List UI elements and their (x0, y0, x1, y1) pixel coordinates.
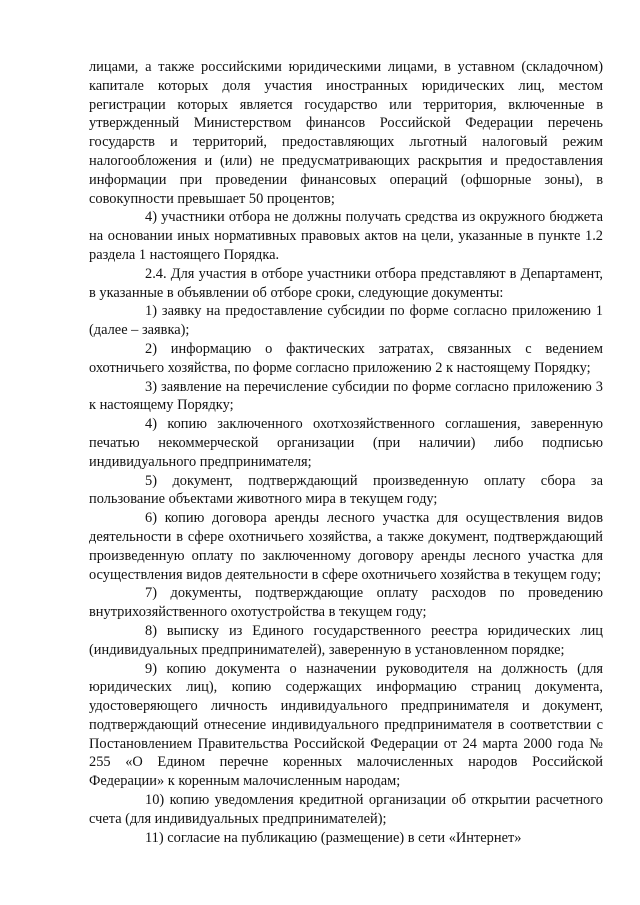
paragraph-doc-8: 8) выписку из Единого государственного реестра юридических лиц (индивидуальных предпринимателей), заверенную в установленном порядке; (89, 622, 603, 658)
paragraph-item-4: 4) участники отбора не должны получать средства из окружного бюджета на основании иных нормативных правовых актов на цели, указанные в пункте 1.2 раздела 1 настоящего Порядка. (89, 209, 603, 263)
paragraph-doc-1: 1) заявку на предоставление субсидии по форме согласно приложению 1 (далее – заявка); (89, 303, 603, 339)
paragraph-doc-5: 5) документ, подтверждающий произведенную оплату сбора за пользование объектами животного мира в текущем году; (89, 472, 603, 508)
paragraph-doc-10: 10) копию уведомления кредитной организации об открытии расчетного счета (для индивидуальных предпринимателей); (89, 792, 603, 827)
paragraph-continuation: лицами, а также российскими юридическими лицами, в уставном (складочном) капитале которых доля участия иностранных юридических лиц, местом регистрации которых является государство или территория, включенные в утвержденный Министерством финансов Российской Федерации перечень государств и территорий, предоставляющих льготный налоговый режим налогообложения и (или) не предусматривающих раскрытия и предоставления информации при проведении финансовых операций (офшорные зоны), в совокупности превышает 50 процентов; (89, 59, 603, 207)
paragraph-section-2-4: 2.4. Для участия в отборе участники отбора представляют в Департамент, в указанные в объявлении об отборе сроки, следующие документы: (89, 265, 603, 301)
paragraph-doc-2: 2) информацию о фактических затратах, связанных с ведением охотничьего хозяйства, по форме согласно приложению 2 к настоящему Порядку; (89, 340, 603, 376)
paragraph-doc-4: 4) копию заключенного охотхозяйственного соглашения, заверенную печатью некоммерческой организации (при наличии) либо подписью индивидуального предпринимателя; (89, 416, 603, 470)
paragraph-doc-6: 6) копию договора аренды лесного участка для осуществления видов деятельности в сфере охотничьего хозяйства, а также документ, подтверждающий произведенную оплату по заключенному договору аренды лесного участка для осуществления видов деятельности в сфере охотничьего хозяйства в текущем году; (89, 510, 603, 583)
paragraph-doc-9: 9) копию документа о назначении руководителя на должность (для юридических лиц), копию содержащих информацию страниц документа, удостоверяющего личность индивидуального предпринимателя и документ, подтверждающий отнесение индивидуального предпринимателя в соответствии с Постановлением Правительства Российской Федерации от 24 марта 2000 года № 255 «О Едином перечне коренных малочисленных народов Российской Федерации» к коренным малочисленным народам; (89, 660, 603, 790)
paragraph-doc-7: 7) документы, подтверждающие оплату расходов по проведению внутрихозяйственного охотустройства в текущем году; (89, 585, 603, 621)
document-page (89, 58, 603, 847)
paragraph-doc-11: 11) согласие на публикацию (размещение) в сети «Интернет» (145, 829, 522, 846)
paragraph-doc-3: 3) заявление на перечисление субсидии по форме согласно приложению 3 к настоящему Порядку; (89, 378, 603, 414)
